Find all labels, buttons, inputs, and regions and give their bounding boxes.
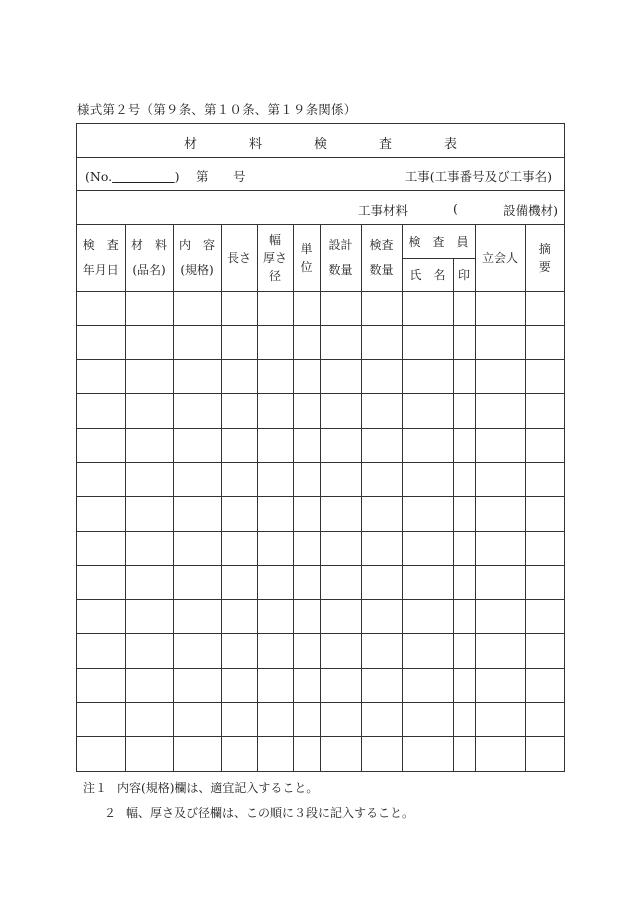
table-cell[interactable] bbox=[453, 360, 475, 394]
table-cell[interactable] bbox=[293, 291, 320, 325]
table-row bbox=[77, 600, 564, 634]
col-text: 要 bbox=[538, 259, 551, 274]
form-label: 様式第２号（第９条、第１０条、第１９条関係） bbox=[77, 102, 357, 117]
table-cell[interactable] bbox=[525, 360, 564, 394]
table-cell[interactable] bbox=[453, 668, 475, 702]
table-cell[interactable] bbox=[361, 531, 402, 565]
table-cell[interactable] bbox=[525, 668, 564, 702]
table-cell[interactable] bbox=[257, 291, 293, 325]
table-cell[interactable] bbox=[453, 634, 475, 668]
col-text: 径 bbox=[268, 268, 281, 283]
table-cell[interactable] bbox=[77, 497, 125, 531]
inspection-sheet bbox=[76, 123, 565, 772]
table-cell[interactable] bbox=[361, 668, 402, 702]
table-row bbox=[77, 634, 564, 668]
table-cell[interactable] bbox=[361, 462, 402, 496]
col-inspector-name: 氏 名 bbox=[402, 258, 453, 291]
col-text: 数量 bbox=[328, 262, 353, 277]
paren-open: ( bbox=[453, 201, 458, 216]
title-char: 査 bbox=[379, 137, 393, 152]
table-cell[interactable] bbox=[257, 703, 293, 737]
table-cell[interactable] bbox=[257, 600, 293, 634]
table-cell[interactable] bbox=[320, 325, 361, 359]
table-row bbox=[77, 394, 564, 428]
table-cell[interactable] bbox=[525, 737, 564, 771]
table-row bbox=[77, 737, 564, 771]
table-cell[interactable] bbox=[320, 394, 361, 428]
col-text: 年月日 bbox=[82, 262, 119, 277]
go-label: 号 bbox=[233, 169, 246, 184]
number-field bbox=[85, 167, 180, 185]
table-cell[interactable] bbox=[453, 394, 475, 428]
col-text: 幅 bbox=[268, 232, 281, 247]
table-cell[interactable] bbox=[402, 703, 453, 737]
table-cell[interactable] bbox=[402, 325, 453, 359]
col-unit bbox=[293, 225, 320, 291]
title-char: 料 bbox=[248, 137, 262, 152]
table-cell[interactable] bbox=[173, 703, 221, 737]
table-cell[interactable] bbox=[402, 668, 453, 702]
construction-name-label: 工事(工事番号及び工事名) bbox=[404, 169, 552, 184]
table-cell[interactable] bbox=[125, 360, 173, 394]
table-cell[interactable] bbox=[361, 634, 402, 668]
table-cell[interactable] bbox=[173, 668, 221, 702]
table-cell[interactable] bbox=[475, 565, 525, 599]
table-cell[interactable] bbox=[125, 703, 173, 737]
table-cell[interactable] bbox=[525, 325, 564, 359]
col-remarks bbox=[525, 225, 564, 291]
table-cell[interactable] bbox=[525, 291, 564, 325]
table-cell[interactable] bbox=[257, 634, 293, 668]
col-text: 位 bbox=[300, 259, 313, 274]
table-row bbox=[77, 360, 564, 394]
table-cell[interactable] bbox=[475, 360, 525, 394]
table-cell[interactable] bbox=[361, 291, 402, 325]
col-text: 数量 bbox=[369, 262, 394, 277]
table-cell[interactable] bbox=[402, 428, 453, 462]
table-cell[interactable] bbox=[77, 531, 125, 565]
table-cell[interactable] bbox=[125, 291, 173, 325]
table-cell[interactable] bbox=[402, 497, 453, 531]
col-text: 内 容 bbox=[178, 237, 215, 252]
table-cell[interactable] bbox=[125, 634, 173, 668]
equipment-material-label: 設備機材) bbox=[503, 203, 558, 218]
table-cell[interactable] bbox=[320, 462, 361, 496]
table-cell[interactable] bbox=[361, 428, 402, 462]
table-cell[interactable] bbox=[173, 600, 221, 634]
table-cell[interactable] bbox=[320, 428, 361, 462]
table-cell[interactable] bbox=[257, 360, 293, 394]
table-cell[interactable] bbox=[320, 737, 361, 771]
table-cell[interactable] bbox=[77, 428, 125, 462]
note-2 bbox=[104, 804, 414, 821]
note-text: 内容(規格)欄は、適宜記入すること。 bbox=[117, 781, 319, 795]
col-text: 材 料 bbox=[130, 237, 167, 252]
table-body bbox=[77, 291, 564, 771]
table-cell[interactable] bbox=[125, 428, 173, 462]
table-cell[interactable] bbox=[293, 703, 320, 737]
col-text: 設計 bbox=[328, 237, 353, 252]
table-cell[interactable] bbox=[453, 462, 475, 496]
table-cell[interactable] bbox=[221, 291, 257, 325]
table-cell[interactable] bbox=[361, 325, 402, 359]
table-cell[interactable] bbox=[77, 394, 125, 428]
col-material bbox=[125, 225, 173, 291]
table-cell[interactable] bbox=[293, 360, 320, 394]
table-cell[interactable] bbox=[125, 462, 173, 496]
table-cell[interactable] bbox=[173, 394, 221, 428]
table-cell[interactable] bbox=[525, 428, 564, 462]
table-cell[interactable] bbox=[453, 531, 475, 565]
table-cell[interactable] bbox=[293, 325, 320, 359]
table-cell[interactable] bbox=[77, 462, 125, 496]
note-number: 注１ bbox=[83, 781, 108, 795]
table-cell[interactable] bbox=[257, 325, 293, 359]
note-number: ２ bbox=[104, 806, 117, 820]
table-cell[interactable] bbox=[173, 428, 221, 462]
table-cell[interactable] bbox=[173, 634, 221, 668]
table-cell[interactable] bbox=[221, 325, 257, 359]
table-cell[interactable] bbox=[293, 394, 320, 428]
col-design-qty bbox=[320, 225, 361, 291]
table-cell[interactable] bbox=[361, 703, 402, 737]
col-inspect-qty bbox=[361, 225, 402, 291]
table-cell[interactable] bbox=[257, 668, 293, 702]
table-cell[interactable] bbox=[221, 462, 257, 496]
sheet-title bbox=[77, 133, 564, 152]
table-cell[interactable] bbox=[77, 325, 125, 359]
table-cell[interactable] bbox=[125, 668, 173, 702]
table-cell[interactable] bbox=[402, 462, 453, 496]
construction-material-label: 工事材料 bbox=[358, 203, 409, 218]
table-cell[interactable] bbox=[257, 428, 293, 462]
table-cell[interactable] bbox=[125, 600, 173, 634]
col-text: 単 bbox=[300, 241, 313, 256]
table-cell[interactable] bbox=[173, 325, 221, 359]
table-cell[interactable] bbox=[361, 565, 402, 599]
col-content bbox=[173, 225, 221, 291]
table-cell[interactable] bbox=[525, 462, 564, 496]
table-cell[interactable] bbox=[361, 600, 402, 634]
number-blank bbox=[112, 169, 175, 184]
table-cell[interactable] bbox=[125, 531, 173, 565]
table-cell[interactable] bbox=[525, 703, 564, 737]
table-row bbox=[77, 565, 564, 599]
table-cell[interactable] bbox=[453, 600, 475, 634]
col-text: 摘 bbox=[538, 241, 551, 256]
col-witness: 立会人 bbox=[475, 225, 525, 291]
table-cell[interactable] bbox=[293, 737, 320, 771]
table-cell[interactable] bbox=[402, 394, 453, 428]
table-cell[interactable] bbox=[361, 360, 402, 394]
table-cell[interactable] bbox=[77, 703, 125, 737]
table-cell[interactable] bbox=[293, 497, 320, 531]
table-cell[interactable] bbox=[320, 291, 361, 325]
table-cell[interactable] bbox=[525, 531, 564, 565]
table-cell[interactable] bbox=[77, 737, 125, 771]
table-cell[interactable] bbox=[77, 565, 125, 599]
table-cell[interactable] bbox=[125, 497, 173, 531]
table-cell[interactable] bbox=[125, 565, 173, 599]
table-cell[interactable] bbox=[221, 668, 257, 702]
col-length: 長さ bbox=[221, 225, 257, 291]
table-cell[interactable] bbox=[173, 291, 221, 325]
table-cell[interactable] bbox=[221, 531, 257, 565]
title-char: 表 bbox=[444, 137, 458, 152]
col-text: (品名) bbox=[132, 262, 166, 277]
note-text: 幅、厚さ及び径欄は、この順に３段に記入すること。 bbox=[126, 806, 415, 820]
table-cell[interactable] bbox=[293, 600, 320, 634]
table-cell[interactable] bbox=[525, 600, 564, 634]
table-cell[interactable] bbox=[475, 703, 525, 737]
table-cell[interactable] bbox=[320, 634, 361, 668]
table-cell[interactable] bbox=[125, 394, 173, 428]
table-cell[interactable] bbox=[320, 531, 361, 565]
table-cell[interactable] bbox=[293, 634, 320, 668]
table-cell[interactable] bbox=[361, 394, 402, 428]
table-cell[interactable] bbox=[221, 360, 257, 394]
table-row bbox=[77, 497, 564, 531]
table-cell[interactable] bbox=[320, 668, 361, 702]
table-cell[interactable] bbox=[77, 600, 125, 634]
table-cell[interactable] bbox=[525, 497, 564, 531]
table-cell[interactable] bbox=[320, 497, 361, 531]
dai-label: 第 bbox=[196, 169, 209, 184]
table-cell[interactable] bbox=[402, 600, 453, 634]
col-inspector: 検 査 員 bbox=[402, 225, 475, 258]
note-1 bbox=[83, 779, 318, 796]
table-cell[interactable] bbox=[320, 703, 361, 737]
table-cell[interactable] bbox=[221, 428, 257, 462]
table-cell[interactable] bbox=[173, 531, 221, 565]
table-cell[interactable] bbox=[293, 462, 320, 496]
table-cell[interactable] bbox=[173, 360, 221, 394]
inspection-table bbox=[77, 225, 564, 771]
table-cell[interactable] bbox=[453, 565, 475, 599]
col-dimensions bbox=[257, 225, 293, 291]
table-cell[interactable] bbox=[453, 703, 475, 737]
table-row bbox=[77, 428, 564, 462]
table-cell[interactable] bbox=[77, 360, 125, 394]
table-cell[interactable] bbox=[77, 291, 125, 325]
table-cell[interactable] bbox=[475, 531, 525, 565]
no-open: (No. bbox=[85, 169, 113, 184]
table-cell[interactable] bbox=[320, 565, 361, 599]
table-cell[interactable] bbox=[525, 565, 564, 599]
table-row bbox=[77, 462, 564, 496]
table-cell[interactable] bbox=[402, 531, 453, 565]
table-cell[interactable] bbox=[257, 737, 293, 771]
table-cell[interactable] bbox=[125, 737, 173, 771]
table-cell[interactable] bbox=[453, 497, 475, 531]
table-cell[interactable] bbox=[293, 668, 320, 702]
table-cell[interactable] bbox=[475, 394, 525, 428]
table-cell[interactable] bbox=[221, 634, 257, 668]
table-cell[interactable] bbox=[77, 634, 125, 668]
title-row bbox=[77, 124, 564, 158]
table-row bbox=[77, 703, 564, 737]
table-cell[interactable] bbox=[453, 737, 475, 771]
table-cell[interactable] bbox=[257, 497, 293, 531]
table-cell[interactable] bbox=[475, 600, 525, 634]
table-cell[interactable] bbox=[125, 325, 173, 359]
col-text: 検査 bbox=[369, 237, 394, 252]
table-cell[interactable] bbox=[525, 394, 564, 428]
table-cell[interactable] bbox=[475, 428, 525, 462]
table-cell[interactable] bbox=[221, 703, 257, 737]
table-cell[interactable] bbox=[475, 497, 525, 531]
table-cell[interactable] bbox=[257, 531, 293, 565]
table-cell[interactable] bbox=[453, 291, 475, 325]
table-cell[interactable] bbox=[475, 634, 525, 668]
table-cell[interactable] bbox=[453, 428, 475, 462]
table-cell[interactable] bbox=[173, 737, 221, 771]
number-row bbox=[77, 158, 564, 191]
table-cell[interactable] bbox=[525, 634, 564, 668]
table-cell[interactable] bbox=[257, 565, 293, 599]
table-cell[interactable] bbox=[77, 668, 125, 702]
material-type-row bbox=[77, 191, 564, 225]
table-row bbox=[77, 668, 564, 702]
table-row bbox=[77, 325, 564, 359]
table-cell[interactable] bbox=[221, 497, 257, 531]
col-text: 検 査 bbox=[82, 237, 119, 252]
table-row-wrapper bbox=[77, 225, 564, 771]
table-cell[interactable] bbox=[320, 600, 361, 634]
table-row bbox=[77, 531, 564, 565]
table-cell[interactable] bbox=[257, 394, 293, 428]
table-cell[interactable] bbox=[361, 737, 402, 771]
table-cell[interactable] bbox=[475, 325, 525, 359]
table-cell[interactable] bbox=[173, 565, 221, 599]
table-cell[interactable] bbox=[475, 737, 525, 771]
table-cell[interactable] bbox=[221, 565, 257, 599]
table-cell[interactable] bbox=[221, 600, 257, 634]
col-text: 厚さ bbox=[262, 250, 287, 265]
table-cell[interactable] bbox=[475, 291, 525, 325]
table-cell[interactable] bbox=[293, 428, 320, 462]
table-cell[interactable] bbox=[221, 737, 257, 771]
table-cell[interactable] bbox=[361, 497, 402, 531]
table-cell[interactable] bbox=[475, 668, 525, 702]
col-text: (規格) bbox=[180, 262, 214, 277]
table-cell[interactable] bbox=[402, 291, 453, 325]
col-inspection-date bbox=[77, 225, 125, 291]
title-char: 材 bbox=[183, 137, 197, 152]
col-inspector-seal: 印 bbox=[453, 258, 475, 291]
no-close: ) bbox=[174, 169, 180, 184]
table-cell[interactable] bbox=[402, 565, 453, 599]
table-cell[interactable] bbox=[221, 394, 257, 428]
table-cell[interactable] bbox=[257, 462, 293, 496]
table-cell[interactable] bbox=[453, 325, 475, 359]
title-char: 検 bbox=[313, 137, 327, 152]
table-cell[interactable] bbox=[293, 565, 320, 599]
table-cell[interactable] bbox=[173, 462, 221, 496]
table-cell[interactable] bbox=[320, 360, 361, 394]
table-cell[interactable] bbox=[402, 360, 453, 394]
table-cell[interactable] bbox=[173, 497, 221, 531]
table-cell[interactable] bbox=[402, 737, 453, 771]
table-cell[interactable] bbox=[402, 634, 453, 668]
table-cell[interactable] bbox=[475, 462, 525, 496]
table-row bbox=[77, 291, 564, 325]
table-cell[interactable] bbox=[293, 531, 320, 565]
